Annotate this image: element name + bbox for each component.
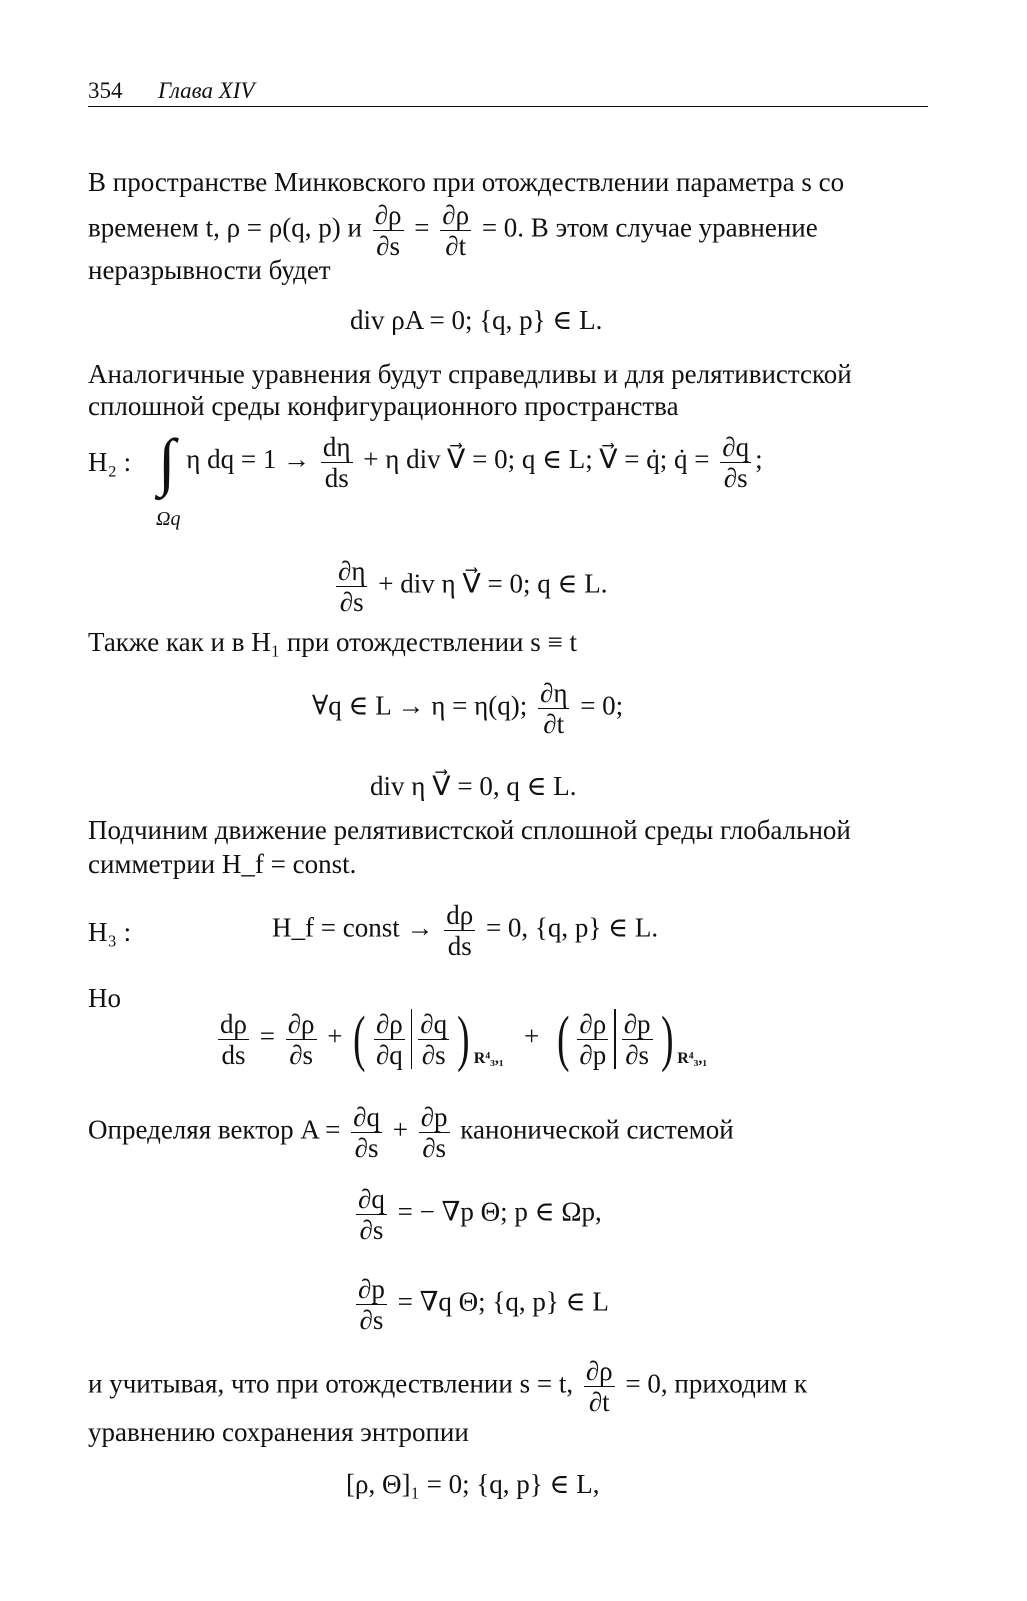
equation-total-derivative <box>214 1005 708 1075</box>
fraction-drho-ds <box>286 1009 317 1070</box>
paragraph-6-line-1 <box>88 1356 807 1417</box>
fraction-dp-ds <box>622 1009 653 1070</box>
frac-num: ∂ρ <box>585 1356 613 1386</box>
frac-den: ∂p <box>579 1039 607 1070</box>
frac-num: dρ <box>220 1008 247 1039</box>
fraction-drho-dq <box>374 1009 405 1070</box>
equation-h3 <box>272 900 658 961</box>
frac-den: ∂s <box>359 1215 384 1245</box>
frac-den: ds <box>221 1039 246 1070</box>
p5-head: Определяя вектор A = <box>88 1114 341 1145</box>
frac-den: ∂s <box>359 1305 384 1335</box>
fraction-deta-ds-total <box>321 432 353 493</box>
equals-sign: = <box>259 1021 275 1052</box>
fraction-drho-dt <box>584 1356 615 1417</box>
frac-den: ∂s <box>289 1039 314 1070</box>
fraction-deta-ds <box>336 556 367 617</box>
frac-den: ∂s <box>339 587 364 617</box>
space-subscript: R⁴₃,₁ <box>677 1050 708 1068</box>
frac-den: ∂t <box>588 1387 610 1417</box>
frac-den: ∂s <box>723 462 748 493</box>
paragraph-1-line-2 <box>88 200 818 261</box>
p6-tail: = 0, приходим к <box>625 1368 808 1399</box>
p1-line2-end: = 0. В этом случае уравнение <box>481 212 818 243</box>
h2-tail: + η div V⃗ = 0; q ∈ L; V⃗ = q̇; q̇ = <box>363 444 710 475</box>
equals-sign: = <box>414 212 430 243</box>
plus-sign: + <box>510 1021 546 1052</box>
fraction-dq-ds <box>356 1184 387 1245</box>
fraction-drho-ds-total <box>444 900 475 961</box>
frac-num: ∂ρ <box>577 1009 608 1040</box>
frac-den: ∂t <box>543 709 565 739</box>
frac-num: ∂ρ <box>287 1008 315 1039</box>
frac-den: ds <box>447 931 472 961</box>
integral-domain: Ωq <box>156 508 181 530</box>
fraction-drho-dp <box>577 1009 608 1070</box>
eq6-tail: = − ∇p Θ; p ∈ Ωp, <box>397 1196 602 1227</box>
eq7-tail: = ∇q Θ; {q, p} ∈ L <box>397 1286 609 1317</box>
frac-den: ∂s <box>422 1133 447 1163</box>
frac-den: ∂s <box>625 1039 650 1070</box>
page-number: 354 <box>88 78 123 103</box>
equation-canonical-p <box>352 1274 609 1335</box>
paragraph-2-line-2: сплошной среды конфигурационного пространства <box>88 391 679 421</box>
h2-label: H₂ : <box>88 447 132 477</box>
paragraph-4-line-2: симметрии H_f = const. <box>88 849 357 879</box>
semicolon: ; <box>755 444 763 475</box>
word-no: Но <box>88 983 121 1013</box>
p5-tail: канонической системой <box>460 1114 734 1145</box>
frac-den: ∂q <box>375 1039 403 1070</box>
frac-den: ∂t <box>445 231 467 261</box>
chapter-title: Глава XIV <box>158 78 255 103</box>
equation-h2 <box>158 426 763 497</box>
right-paren: ) <box>457 1005 470 1073</box>
paragraph-5 <box>88 1102 734 1163</box>
p6-head: и учитывая, что при отождествлении s = t, <box>88 1368 574 1399</box>
frac-num: dη <box>322 431 351 462</box>
fraction-dq-ds <box>351 1102 382 1163</box>
equation-div-eta: div η V⃗ = 0, q ∈ L. <box>370 771 577 801</box>
paragraph-4-line-1: Подчиним движение релятивистской сплошной среды глобальной <box>88 815 851 845</box>
h2-integrand: η dq = 1 → <box>186 444 311 475</box>
frac-num: ∂ρ <box>374 200 402 230</box>
plus-sign: + <box>327 1021 343 1052</box>
fraction-deta-dt <box>538 678 569 739</box>
paragraph-1-line-3: неразрывности будет <box>88 255 331 285</box>
space-subscript: R⁴₃,₁ <box>473 1050 504 1068</box>
frac-num: ∂p <box>623 1008 651 1039</box>
right-paren: ) <box>660 1005 674 1073</box>
eq2-tail: + div η V⃗ = 0; q ∈ L. <box>378 568 608 599</box>
frac-den: ∂s <box>421 1039 446 1070</box>
fraction-drho-ds-total <box>218 1009 249 1070</box>
paragraph-3: Также как и в H₁ при отождествлении s ≡ t <box>88 627 577 657</box>
paragraph-2-line-1: Аналогичные уравнения будут справедливы и для релятивистской <box>88 359 852 389</box>
page-header <box>88 78 928 107</box>
fraction-drho-dt <box>440 200 471 261</box>
frac-num: ∂q <box>420 1008 448 1039</box>
fraction-dp-ds <box>356 1274 387 1335</box>
equation-canonical-q <box>352 1184 602 1245</box>
p1-line2-start: временем t, ρ = ρ(q, p) и <box>88 212 362 243</box>
h3-label: H₃ : <box>88 917 132 947</box>
h3-head: H_f = const → <box>272 912 434 943</box>
left-paren: ( <box>353 1005 366 1073</box>
frac-num: ∂p <box>358 1274 385 1304</box>
paragraph-6-line-2: уравнению сохранения энтропии <box>88 1417 469 1447</box>
fraction-dq-ds <box>720 432 751 493</box>
paragraph-1-line-1: В пространстве Минковского при отождествлении параметра s со <box>88 167 845 197</box>
integral-sign: ∫ <box>158 426 176 497</box>
h3-tail: = 0, {q, p} ∈ L. <box>485 912 659 943</box>
frac-num: ∂p <box>420 1102 448 1132</box>
left-paren: ( <box>556 1005 570 1073</box>
frac-num: ∂η <box>539 678 568 708</box>
frac-num: ∂ρ <box>374 1009 405 1040</box>
plus-sign: + <box>392 1114 408 1145</box>
frac-num: dρ <box>446 900 474 930</box>
frac-num: ∂η <box>338 556 366 586</box>
frac-den: ∂s <box>354 1133 379 1163</box>
fraction-drho-ds <box>373 200 404 261</box>
fraction-dq-ds <box>418 1009 449 1070</box>
frac-num: ∂q <box>722 431 750 462</box>
inner-product-bar <box>411 1009 413 1069</box>
eq3-tail: = 0; <box>580 690 624 721</box>
frac-den: ds <box>324 462 349 493</box>
inner-product-bar <box>614 1009 616 1069</box>
equation-entropy-conservation: [ρ, Θ]₁ = 0; {q, p} ∈ L, <box>346 1469 600 1499</box>
fraction-dp-ds <box>419 1102 450 1163</box>
equation-eta-q <box>312 678 623 739</box>
frac-num: ∂ρ <box>442 200 470 230</box>
equation-continuity: div ρA = 0; {q, p} ∈ L. <box>350 305 603 335</box>
frac-num: ∂q <box>358 1184 385 1214</box>
equation-eta-continuity <box>332 556 608 617</box>
frac-num: ∂q <box>353 1102 380 1132</box>
frac-den: ∂s <box>376 231 401 261</box>
eq3-head: ∀q ∈ L → η = η(q); <box>312 690 528 721</box>
